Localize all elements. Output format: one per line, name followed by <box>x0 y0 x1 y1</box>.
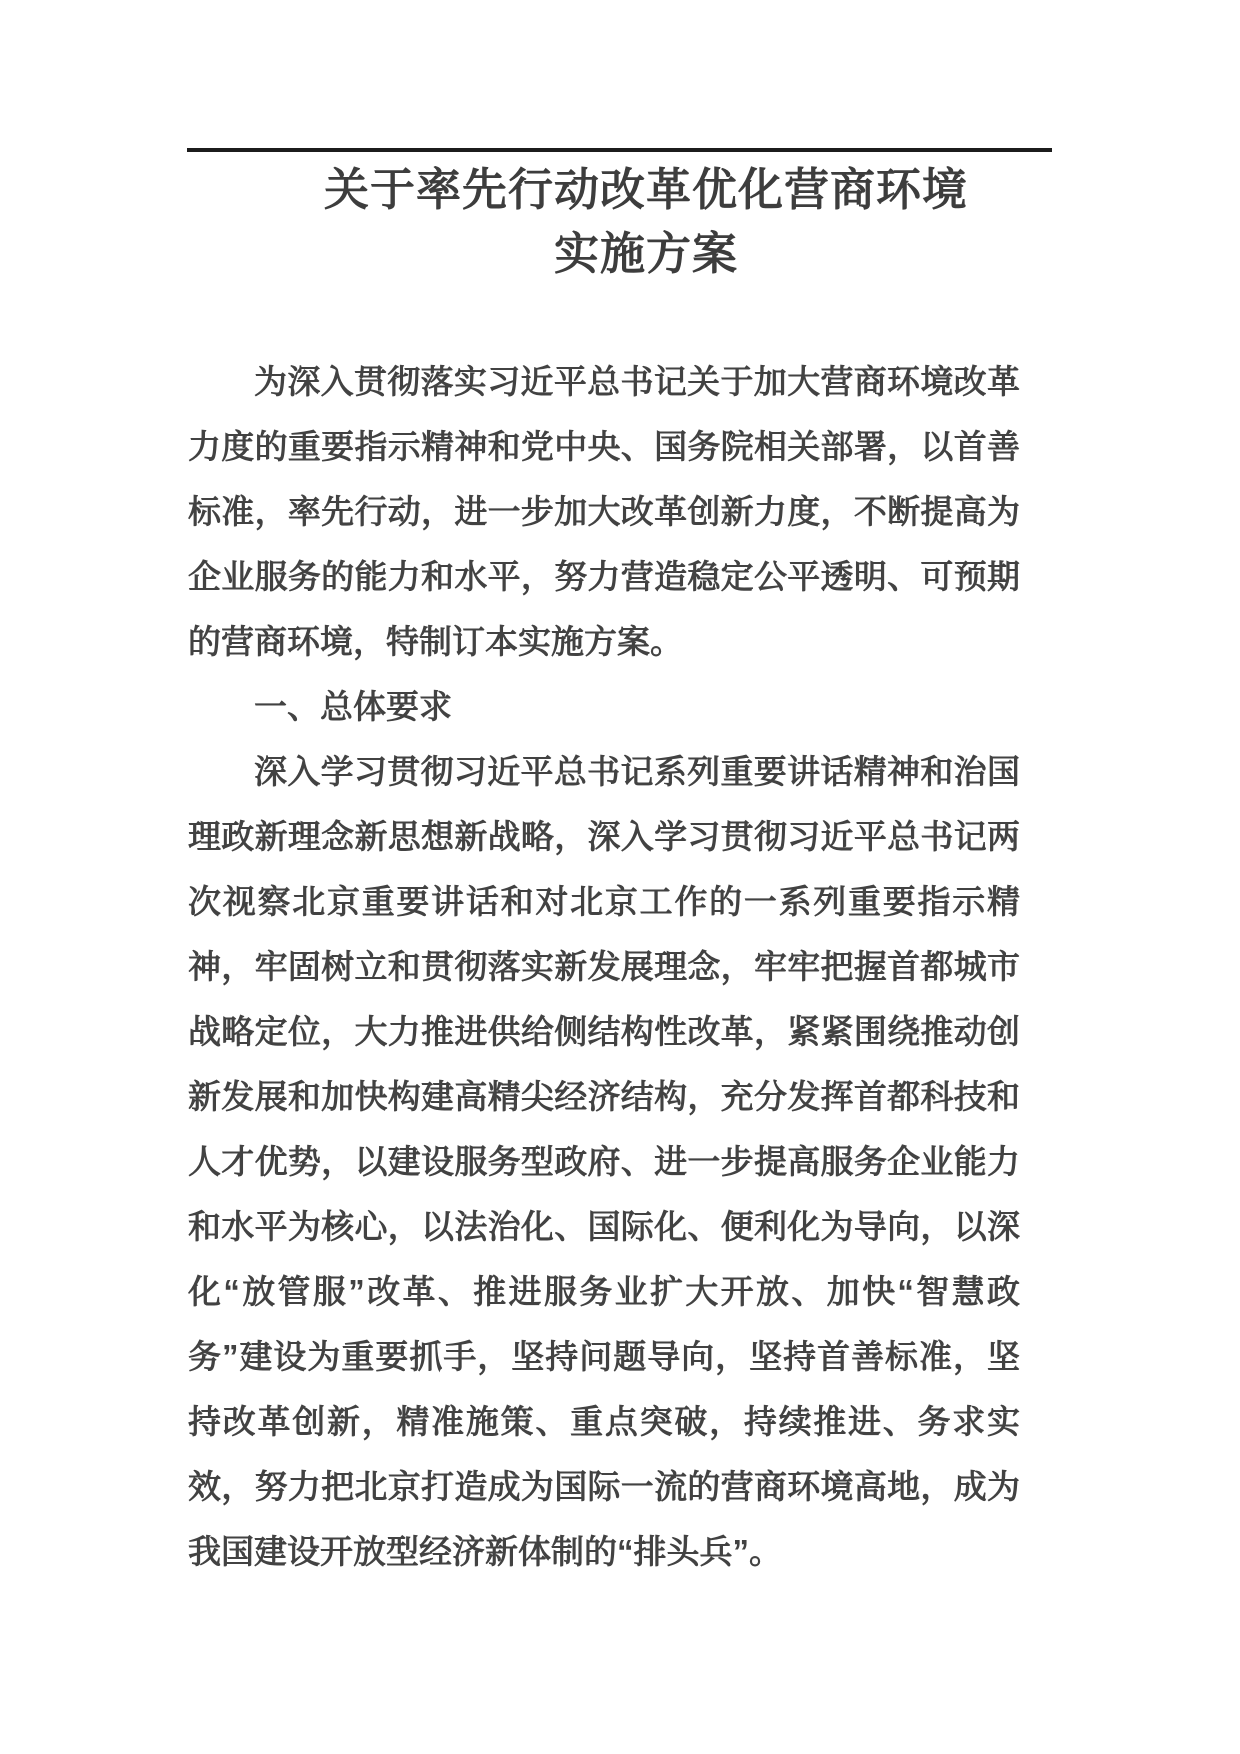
paragraph-intro: 为深入贯彻落实习近平总书记关于加大营商环境改革力度的重要指示精神和党中央、国务院相关部署，以首善标准，率先行动，进一步加大改革创新力度，不断提高为企业服务的能力和水平，努力营造稳定公平透明、可预期的营商环境，特制订本实施方案。 <box>188 363 1020 660</box>
title-line-2: 实施方案 <box>553 228 738 279</box>
document-title <box>188 158 1020 286</box>
paragraph-general-requirements: 深入学习贯彻习近平总书记系列重要讲话精神和治国理政新理念新思想新战略，深入学习贯彻习近平总书记两次视察北京重要讲话和对北京工作的一系列重要指示精神，牢固树立和贯彻落实新发展理念，牢牢把握首都城市战略定位，大力推进供给侧结构性改革，紧紧围绕推动创新发展和加快构建高精尖经济结构，充分发挥首都科技和人才优势，以建设服务型政府、进一步提高服务企业能力和水平为核心，以法治化、国际化、便利化为导向，以深化“放管服”改革、推进服务业扩大开放、加快“智慧政务”建设为重要抓手，坚持问题导向，坚持首善标准，坚持改革创新，精准施策、重点突破，持续推进、务求实效，努力把北京打造成为国际一流的营商环境高地，成为我国建设开放型经济新体制的“排头兵”。 <box>188 753 1020 1570</box>
section-heading-1: 一、总体要求 <box>254 688 452 725</box>
title-line-1: 关于率先行动改革优化营商环境 <box>323 164 968 215</box>
header-rule <box>187 148 1052 152</box>
document-body <box>188 349 1020 1584</box>
